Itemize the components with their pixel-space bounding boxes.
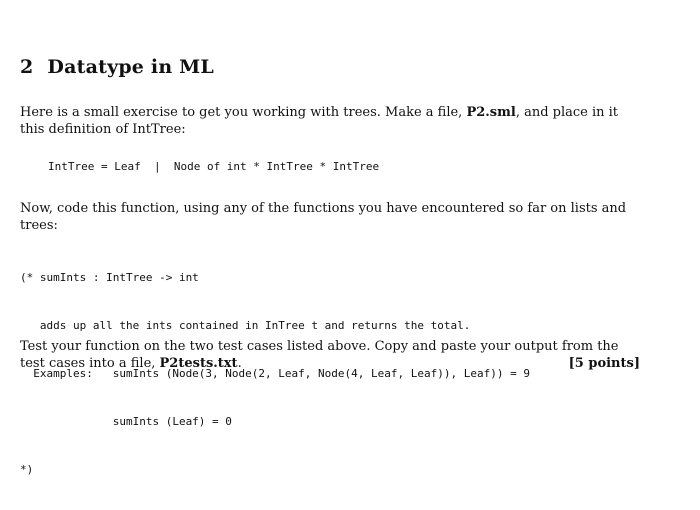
section-title: Datatype in ML xyxy=(47,56,214,78)
test-filename: P2tests.txt xyxy=(159,356,238,371)
code-line: adds up all the ints contained in InTree t and returns the total. xyxy=(20,319,471,332)
points-label: [5 points] xyxy=(568,356,640,371)
code-line: Examples: sumInts (Node(3, Node(2, Leaf, Node(4, Leaf, Leaf)), Leaf)) = 9 xyxy=(20,367,530,380)
code-line: (* sumInts : IntTree -> int xyxy=(20,271,199,284)
intro-filename: P2.sml xyxy=(466,105,516,120)
section-number: 2 xyxy=(20,56,34,78)
test-text-before: Test your function on the two test cases listed above. Copy and paste your output from the test cases into a file, xyxy=(20,339,619,371)
code-block xyxy=(20,238,530,510)
test-paragraph xyxy=(20,338,640,372)
test-text-after: . xyxy=(237,356,242,371)
code-line: *) xyxy=(20,463,34,476)
section-heading xyxy=(20,56,214,78)
intro-paragraph xyxy=(20,104,640,138)
intro-text-after: , and place in it this definition of IntTree: xyxy=(20,105,619,137)
intro-text-before: Here is a small exercise to get you working with trees. Make a file, xyxy=(20,105,467,120)
datatype-definition: IntTree = Leaf | Node of int * IntTree * IntTree xyxy=(48,160,380,173)
code-line: sumInts (Leaf) = 0 xyxy=(20,415,232,428)
instruction-paragraph: Now, code this function, using any of the functions you have encountered so far on lists and trees: xyxy=(20,201,627,233)
